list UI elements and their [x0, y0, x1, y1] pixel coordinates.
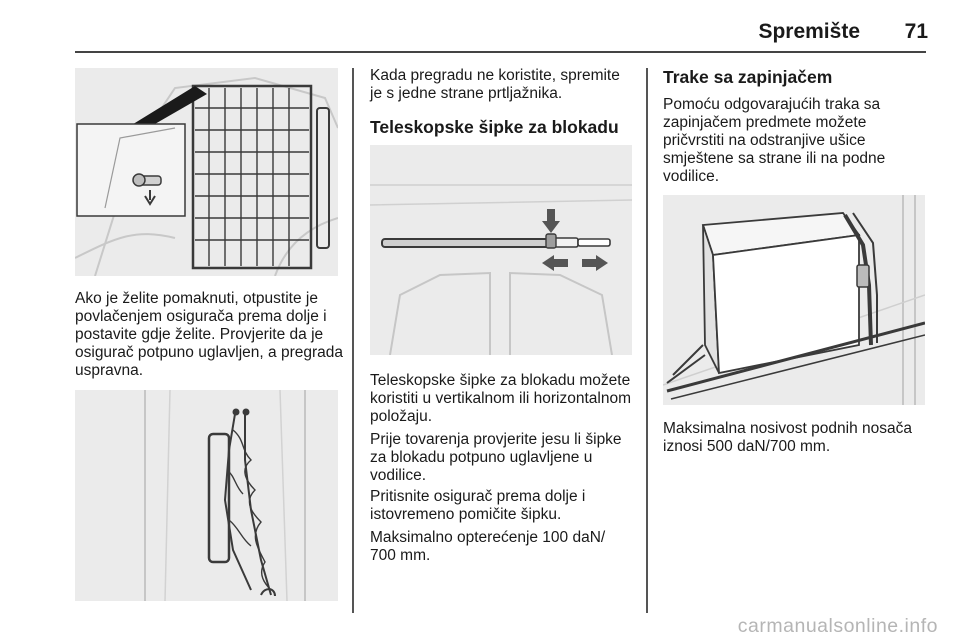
- lashing-strap-illustration: [663, 195, 925, 405]
- col2-paragraph-1: Kada pregradu ne koristite, spremite je s jedne strane prtljažnika.: [370, 67, 620, 102]
- col3-paragraph-1: Pomoću odgovarajućih traka sa zapinjačem predmete možete pričvrstiti na odstranjive ušice smještene sa strane ili na podne vodilice.: [663, 96, 886, 185]
- column-separator: [352, 68, 354, 613]
- col2-paragraph-4: Pritisnite osigurač prema dolje i istovremeno pomičite šipku.: [370, 488, 586, 523]
- page-number: 71: [904, 20, 928, 43]
- col1-paragraph-1: Ako je želite pomaknuti, otpustite je povlačenjem osigurača prema dolje i postavite gdje želite. Provjerite da je osigurač potpuno uglavljen, a pregrada uspravna.: [75, 290, 343, 379]
- section-heading-lashing-straps: Trake sa zapinjačem: [663, 67, 833, 87]
- header-rule: [75, 51, 926, 53]
- stowed-net-illustration: [75, 390, 338, 601]
- col2-paragraph-2: Teleskopske šipke za blokadu možete koristiti u vertikalnom ili horizontalnom položaju.: [370, 372, 632, 425]
- page-header-title: Spremište: [758, 20, 860, 43]
- column-separator: [646, 68, 648, 613]
- section-heading-telescopic-bars: Teleskopske šipke za blokadu: [370, 117, 619, 137]
- col3-paragraph-2: Maksimalna nosivost podnih nosača iznosi 500 daN/700 mm.: [663, 420, 912, 455]
- watermark: carmanualsonline.info: [737, 615, 938, 637]
- col2-paragraph-3: Prije tovarenja provjerite jesu li šipke za blokadu potpuno uglavljene u vodilice.: [370, 431, 622, 484]
- col2-paragraph-5: Maksimalno opterećenje 100 daN/ 700 mm.: [370, 529, 606, 564]
- cargo-net-illustration: [75, 68, 338, 276]
- telescopic-bar-illustration: [370, 145, 632, 355]
